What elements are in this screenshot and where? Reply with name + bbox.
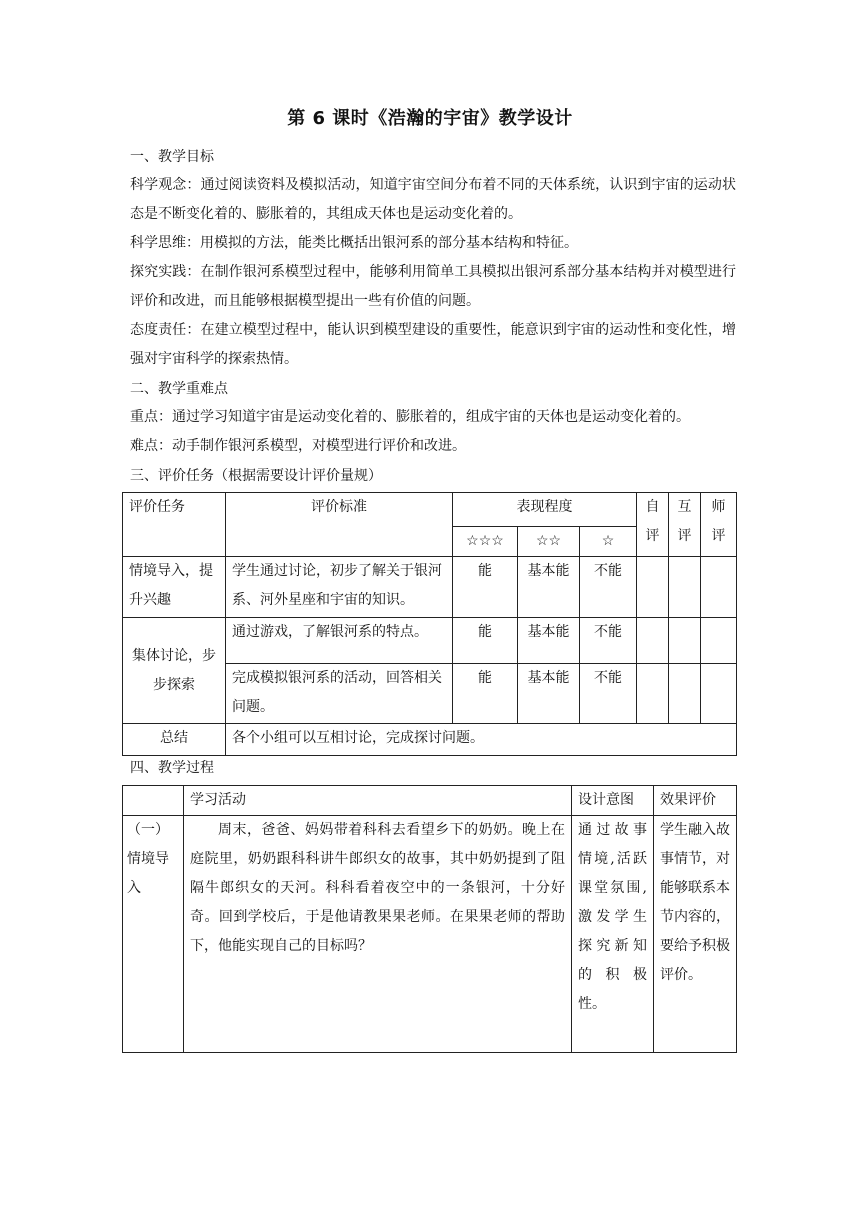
header-eval: 效果评价 [654, 786, 737, 816]
level-cell: 不能 [580, 664, 637, 724]
header-three-stars: ☆☆☆ [453, 527, 518, 557]
header-self: 自 评 [637, 493, 669, 557]
header-stage [123, 786, 184, 816]
level-cell: 能 [453, 618, 518, 664]
level-cell: 能 [453, 557, 518, 618]
header-two-stars: ☆☆ [518, 527, 580, 557]
level-cell: 基本能 [518, 664, 580, 724]
standard-cell: 完成模拟银河系的活动，回答相关问题。 [226, 664, 453, 724]
table-row [123, 816, 737, 1053]
summary-text: 各个小组可以互相讨论，完成探讨问题。 [226, 724, 737, 756]
summary-label: 总结 [123, 724, 226, 756]
section-heading-evaluation: 三、评价任务（根据需要设计评价量规） [130, 468, 382, 484]
peer-eval-cell [669, 557, 701, 618]
header-intent: 设计意图 [572, 786, 654, 816]
standard-cell: 通过游戏，了解银河系的特点。 [226, 618, 453, 664]
task-cell: 情境导入，提升兴趣 [123, 557, 226, 618]
level-cell: 基本能 [518, 557, 580, 618]
evaluation-table [122, 492, 737, 756]
self-eval-cell [637, 557, 669, 618]
teacher-eval-cell [701, 618, 737, 664]
key-point: 重点：通过学习知道宇宙是运动变化着的、膨胀着的，组成宇宙的天体也是运动变化着的。 [130, 409, 690, 425]
goal-attitude: 态度责任：在建立模型过程中，能认识到模型建设的重要性，能意识到宇宙的运动性和变化性，增强对宇宙科学的探索热情。 [130, 322, 736, 367]
goal-inquiry-practice: 探究实践：在制作银河系模型过程中，能够利用简单工具模拟出银河系部分基本结构并对模型进行评价和改进，而且能够根据模型提出一些有价值的问题。 [130, 264, 736, 309]
section-heading-process: 四、教学过程 [130, 760, 214, 776]
level-cell: 不能 [580, 618, 637, 664]
table-row [123, 618, 737, 664]
header-one-star: ☆ [580, 527, 637, 557]
activity-cell: 周末，爸爸、妈妈带着科科去看望乡下的奶奶。晚上在庭院里，奶奶跟科科讲牛郎织女的故事，其中奶奶提到了阻隔牛郎织女的天河。科科看着夜空中的一条银河，十分好奇。回到学校后，于是他请教果果老师。在果果老师的帮助下，他能实现自己的目标吗？ [184, 816, 572, 1053]
section-heading-key-points: 二、教学重难点 [130, 381, 228, 397]
task-cell: 集体讨论，步步探索 [123, 618, 226, 724]
stage-cell: （一）情境导入 [123, 816, 184, 1053]
standard-cell: 学生通过讨论，初步了解关于银河系、河外星座和宇宙的知识。 [226, 557, 453, 618]
teacher-eval-cell [701, 557, 737, 618]
peer-eval-cell [669, 664, 701, 724]
header-standard: 评价标准 [226, 493, 453, 557]
header-activity: 学习活动 [184, 786, 572, 816]
page-title: 第 6 课时《浩瀚的宇宙》教学设计 [287, 108, 573, 129]
eval-cell: 学生融入故事情节，对能够联系本节内容的，要给予积极评价。 [654, 816, 737, 1053]
process-table [122, 785, 737, 1053]
header-teacher: 师 评 [701, 493, 737, 557]
difficult-point: 难点：动手制作银河系模型，对模型进行评价和改进。 [130, 438, 466, 454]
header-task: 评价任务 [123, 493, 226, 557]
self-eval-cell [637, 618, 669, 664]
level-cell: 能 [453, 664, 518, 724]
level-cell: 不能 [580, 557, 637, 618]
table-row [123, 557, 737, 618]
peer-eval-cell [669, 618, 701, 664]
section-heading-goals: 一、教学目标 [130, 149, 214, 165]
teacher-eval-cell [701, 664, 737, 724]
goal-science-thinking: 科学思维：用模拟的方法，能类比概括出银河系的部分基本结构和特征。 [130, 235, 578, 251]
goal-science-concept: 科学观念：通过阅读资料及模拟活动，知道宇宙空间分布着不同的天体系统，认识到宇宙的运动状态是不断变化着的、膨胀着的，其组成天体也是运动变化着的。 [130, 177, 736, 222]
self-eval-cell [637, 664, 669, 724]
header-level: 表现程度 [453, 493, 637, 527]
level-cell: 基本能 [518, 618, 580, 664]
header-peer: 互 评 [669, 493, 701, 557]
table-row [123, 724, 737, 756]
intent-cell: 通过故事情境,活跃课堂氛围,激发学生探究新知的积极性。 [572, 816, 654, 1053]
